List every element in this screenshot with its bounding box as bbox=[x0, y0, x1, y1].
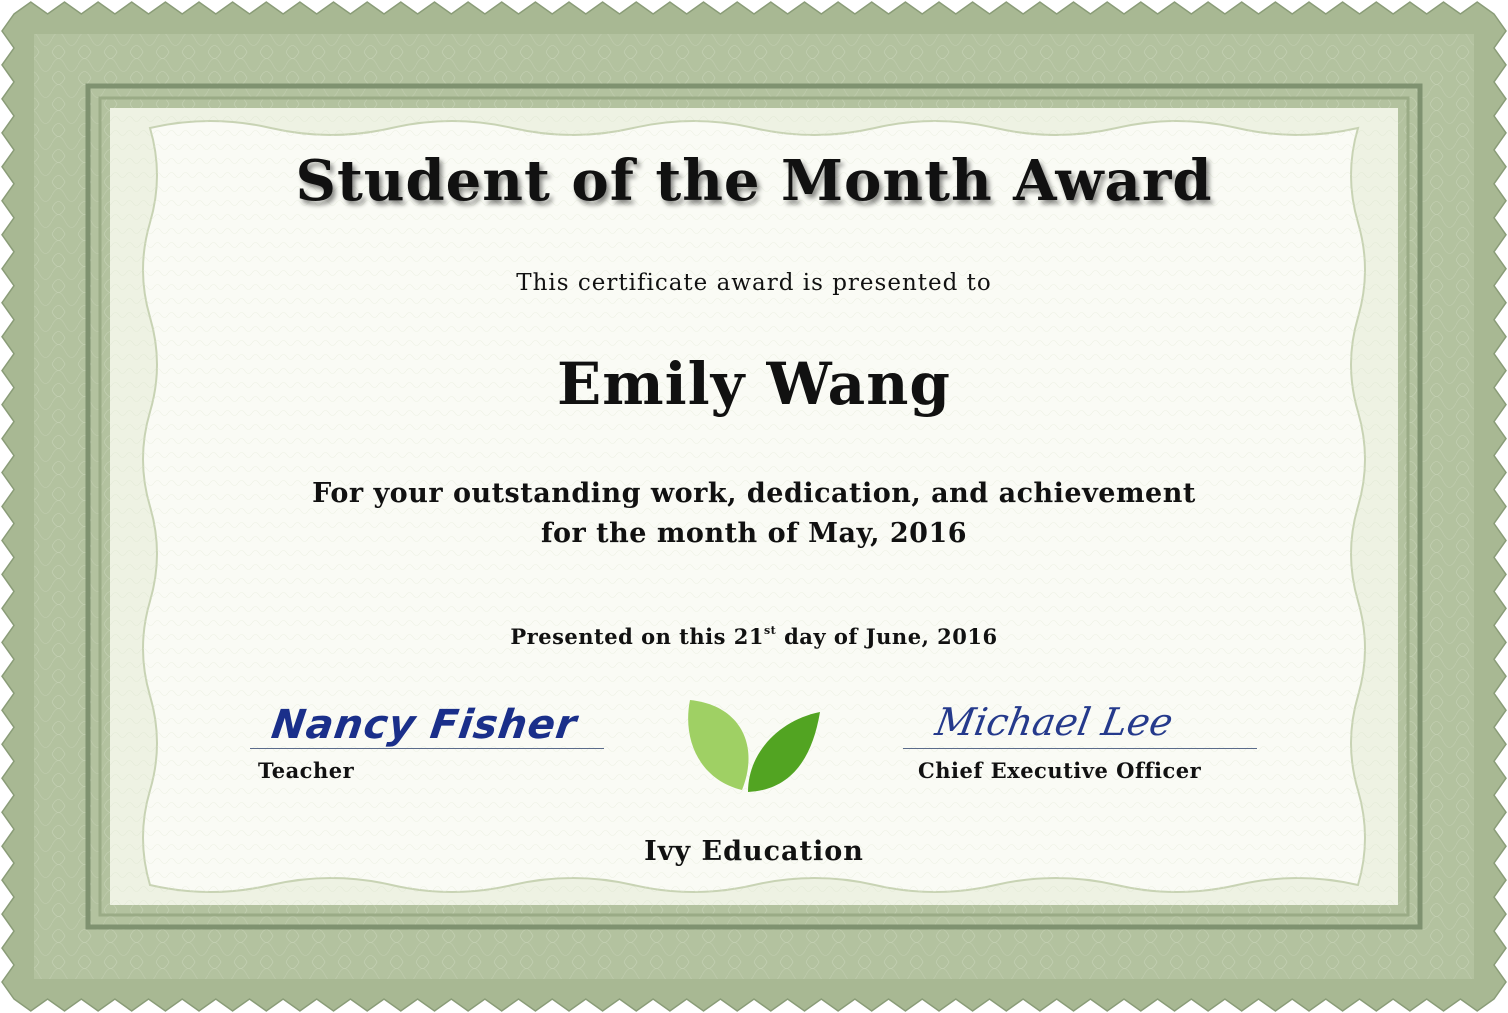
ordinal-suffix: st bbox=[763, 624, 777, 637]
recipient-name: Emily Wang bbox=[557, 350, 951, 418]
award-reason-line-1: For your outstanding work, dedication, and achievement bbox=[312, 478, 1196, 509]
presented-date bbox=[0, 624, 1508, 649]
award-reason bbox=[0, 474, 1508, 554]
award-reason-line-2: for the month of May, 2016 bbox=[540, 518, 968, 549]
signer-title-left: Teacher bbox=[258, 758, 355, 783]
certificate-intro: This certificate award is presented to bbox=[516, 270, 992, 296]
signer-title-right: Chief Executive Officer bbox=[918, 758, 1202, 783]
certificate-title: Student of the Month Award bbox=[295, 148, 1213, 214]
presented-prefix: Presented on this 21 bbox=[510, 624, 764, 649]
organization-name: Ivy Education bbox=[644, 836, 864, 867]
signature-left: Nancy Fisher bbox=[268, 702, 581, 748]
signature-line-right bbox=[903, 748, 1257, 749]
signature-right: Michael Lee bbox=[932, 700, 1177, 744]
signature-line-left bbox=[250, 748, 604, 749]
presented-rest: day of June, 2016 bbox=[776, 624, 998, 649]
